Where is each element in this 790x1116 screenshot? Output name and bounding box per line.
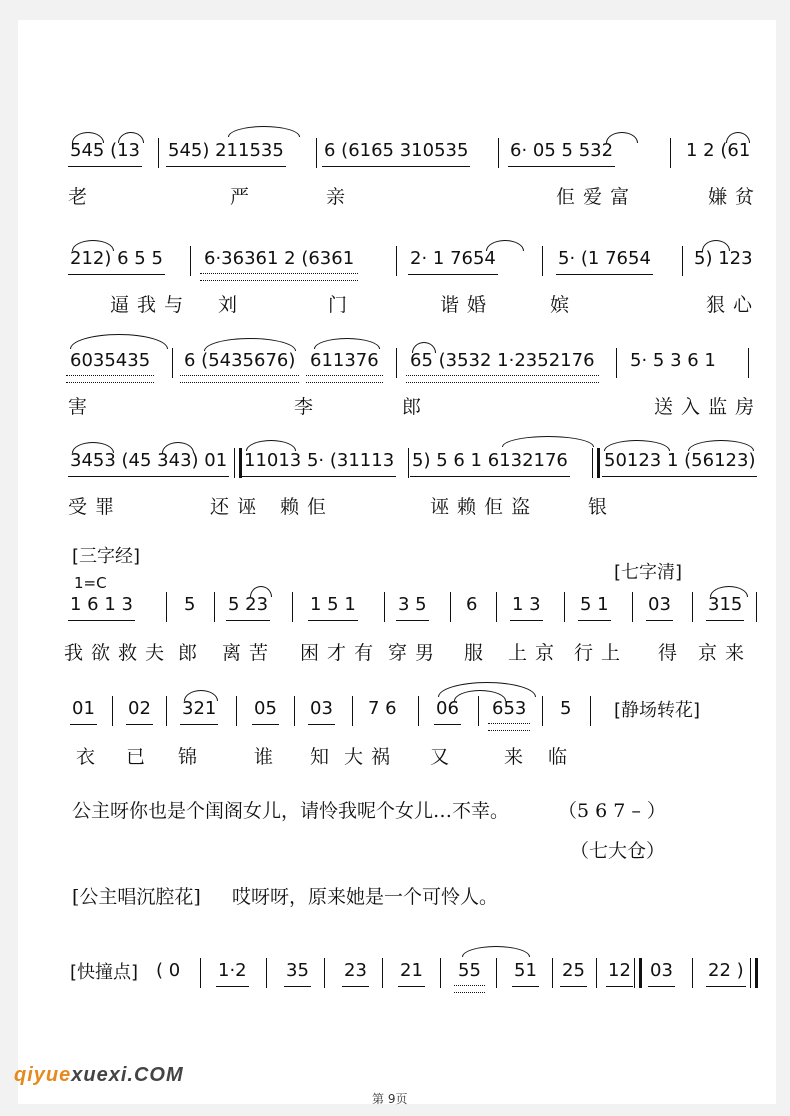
measure-7-8 [562,958,585,984]
spoken-line-2: 哎呀呀，原来她是一个可怜人。 [232,886,499,908]
barline [316,138,317,168]
measure-6-6 [368,696,397,722]
underline-beam [126,722,153,725]
measure-5-6 [466,592,477,618]
measure-7-10 [650,958,673,984]
underline-beam [68,618,135,621]
lyric: 嫌 贫 [708,186,756,208]
slur [412,342,436,353]
lyric: 行 上 [574,642,622,664]
section-label-qiziqing: [七字清] [614,562,683,583]
measure-6-9 [560,696,571,722]
note-group: 5· (1 7654 [558,248,651,269]
repeat-barline-end [750,958,758,988]
slur [72,442,114,453]
measure-5-7 [512,592,541,618]
slur [72,240,114,251]
lyric: 谁 [254,746,275,768]
measure-6-4 [254,696,277,722]
section-label-shenqiang: [公主唱沉腔花] [72,886,201,908]
underline-beam [308,722,335,725]
section-label-kuaizhuangdian: [快撞点] [70,962,139,983]
barline [112,696,113,726]
note-group: 65 (3532 1·2352176 [410,350,595,371]
lyric: 衣 [76,746,97,768]
lyric: 受 罪 [68,496,116,518]
barline [756,592,757,622]
underline-beam [396,618,429,621]
barline [352,696,353,726]
note-group: 12 [608,960,631,981]
barline [478,696,479,726]
score-line-5 [18,592,776,682]
lyric: 严 [230,186,251,208]
note-group: 1 6 1 3 [70,594,133,615]
underline-beam [434,722,461,725]
score-line-6 [18,696,776,786]
note-group: 51 [514,960,537,981]
underline-beam [66,375,154,383]
lyric: 赖 佢 [280,496,328,518]
barline [440,958,441,988]
measure-3-2 [184,348,295,374]
slur [606,132,638,143]
lyric: 得 [658,642,679,664]
barline [324,958,325,988]
lyric: 又 [430,746,451,768]
measure-5-4 [310,592,356,618]
measure-5-1 [70,592,133,618]
lyric: 郎 [402,396,423,418]
score-line-7 [18,958,776,1048]
underline-beam [68,272,165,275]
barline [214,592,215,622]
double-barline [234,448,242,478]
spoken-line-1-notes: （5 6 7 – ） [558,800,666,822]
measure-3-3 [310,348,379,374]
underline-beam [68,164,142,167]
lyric: 困 才 有 [300,642,375,664]
underline-beam [226,618,270,621]
underline-beam [242,474,396,477]
barline [748,348,749,378]
barline [552,958,553,988]
measure-5-9 [648,592,671,618]
slur [702,240,730,251]
lyric: 刘 [218,294,239,316]
underline-beam [68,474,229,477]
underline-beam [406,375,599,383]
note-group: 5· 5 3 6 1 [630,350,716,371]
measure-5-5 [398,592,427,618]
underline-beam [410,474,570,477]
note-group: 22 ) [708,960,744,981]
note-group: 11013 5· (31113 [244,450,395,471]
slur [162,442,194,453]
lyric: 知 [310,746,331,768]
barline [496,592,497,622]
underline-beam [306,375,383,383]
measure-5-8 [580,592,609,618]
section-label-jingchang: [静场转花] [614,700,701,721]
barline [450,592,451,622]
underline-beam [560,984,587,987]
note-group: 05 [254,698,277,719]
score-page [18,20,776,1104]
note-group: 545) 211535 [168,140,284,161]
barline [396,348,397,378]
lyric: 上 京 [508,642,556,664]
barline [396,246,397,276]
barline [158,138,159,168]
key-signature: 1=C [74,574,107,592]
note-group: 212) 6 5 5 [70,248,163,269]
underline-beam [216,984,249,987]
underline-beam [602,474,757,477]
slur [462,946,530,957]
measure-1-4 [510,138,613,164]
underline-beam [70,722,97,725]
slur [184,690,218,701]
barline [670,138,671,168]
note-group: 7 6 [368,698,397,719]
underline-beam [646,618,673,621]
note-group: 06 [436,698,459,719]
underline-beam [648,984,675,987]
barline [190,246,191,276]
lyric: 银 [588,496,609,518]
note-group: 3453 (45 343) 01 [70,450,228,471]
barline [590,696,591,726]
lyric: 大 祸 [344,746,392,768]
measure-6-1 [72,696,95,722]
score-line-3 [18,348,776,438]
measure-7-6 [458,958,481,984]
lyric: 嫔 [550,294,571,316]
lyric: 送 入 监 房 [654,396,756,418]
spoken-line-1: 公主呀你也是个闺阁女儿，请怜我呢个女儿…不幸。 [72,800,510,822]
note-group: 5 23 [228,594,269,615]
note-group: 5 [184,594,196,615]
score-line-4 [18,448,776,538]
lyric: 逼 我 与 [110,294,185,316]
measure-6-5 [310,696,333,722]
slur [204,338,296,351]
watermark-part-a: qiyue [14,1064,72,1086]
lyric: 我 欲 救 夫 [64,642,166,664]
underline-beam [706,618,744,621]
measure-4-3 [412,448,568,474]
underline-beam [556,272,653,275]
note-group: 35 [286,960,309,981]
note-group: 01 [72,698,95,719]
measure-1-2 [168,138,284,164]
barline [292,592,293,622]
percussion-cue: （七大仓） [570,840,666,862]
underline-beam [180,375,299,383]
measure-7-1 [156,958,180,984]
slur [726,132,750,143]
note-group: ( 0 [156,960,181,981]
note-group: 1 2 (61 [686,140,751,161]
underline-beam [200,273,358,281]
note-group: 5) 5 6 1 6132176 [412,450,568,471]
lyric: 郎 [178,642,199,664]
note-group: 21 [400,960,423,981]
note-group: 55 [458,960,481,981]
underline-beam [510,618,543,621]
lyric: 穿 男 [388,642,436,664]
lyric: 门 [328,294,349,316]
note-group: 03 [650,960,673,981]
lyric: 狠 心 [706,294,754,316]
lyric: 来 [504,746,525,768]
note-group: 02 [128,698,151,719]
note-group: 3 5 [398,594,427,615]
barline [632,592,633,622]
note-group: 545 (13 [70,140,141,161]
note-group: 1 3 [512,594,541,615]
underline-beam [508,164,615,167]
measure-3-4 [410,348,595,374]
measure-6-8 [492,696,526,722]
barline [384,592,385,622]
slur [228,126,300,137]
underline-beam [252,722,279,725]
underline-beam [454,985,485,993]
underline-beam [180,722,218,725]
lyric: 已 [126,746,147,768]
barline [496,958,497,988]
barline [166,592,167,622]
measure-5-2 [184,592,195,618]
barline [564,592,565,622]
slur [486,240,524,251]
barline [236,696,237,726]
note-group: 25 [562,960,585,981]
note-group: 611376 [310,350,379,371]
watermark-part-b: xuexi.COM [71,1064,184,1086]
slur [246,440,296,451]
measure-2-3 [410,246,496,272]
section-label-sanzijing: [三字经] [72,546,141,567]
underline-beam [408,272,498,275]
lyric: 佢 爱 富 [556,186,631,208]
barline [166,696,167,726]
note-group: 23 [344,960,367,981]
note-group: 50123 1 (56123) [604,450,756,471]
note-group: 5) 123 [694,248,753,269]
note-group: 6035435 [70,350,151,371]
measure-3-1 [70,348,150,374]
measure-7-5 [400,958,423,984]
measure-7-2 [218,958,247,984]
barline [692,958,693,988]
note-group: 1·2 [218,960,247,981]
underline-beam [166,164,286,167]
slur [250,586,272,597]
slur [118,132,144,143]
barline [596,958,597,988]
note-group: 03 [648,594,671,615]
lyric: 离 苦 [222,642,270,664]
lyric: 老 [68,186,89,208]
lyric: 害 [68,396,89,418]
barline [682,246,683,276]
slur [710,586,748,597]
measure-7-11 [708,958,744,984]
underline-beam [322,164,470,167]
site-watermark [14,1064,184,1087]
lyric: 谐 婚 [440,294,488,316]
barline [542,696,543,726]
underline-beam [308,618,358,621]
lyric: 李 [294,396,315,418]
measure-2-4 [558,246,651,272]
note-group: 6·36361 2 (6361 [204,248,355,269]
underline-beam [606,984,633,987]
note-group: 5 [560,698,572,719]
underline-beam [706,984,746,987]
slur [72,132,104,143]
underline-beam [488,723,530,731]
lyric: 临 [548,746,569,768]
underline-beam [284,984,311,987]
underline-beam [342,984,369,987]
barline [692,592,693,622]
barline [382,958,383,988]
measure-1-3 [324,138,468,164]
score-line-2 [18,246,776,336]
lyric: 亲 [326,186,347,208]
underline-beam [578,618,611,621]
lyric: 服 [464,642,485,664]
underline-beam [398,984,425,987]
note-group: 6 (6165 310535 [324,140,469,161]
note-group: 653 [492,698,527,719]
measure-2-2 [204,246,354,272]
double-barline [592,448,600,478]
measure-4-2 [244,448,394,474]
barline [542,246,543,276]
slur [604,440,670,451]
measure-4-4 [604,448,755,474]
barline [266,958,267,988]
note-group: 6· 05 5 532 [510,140,614,161]
page-number: 第 9页 [372,1092,408,1106]
barline [294,696,295,726]
barline [418,696,419,726]
barline [200,958,201,988]
note-group: 315 [708,594,743,615]
slur [688,440,754,451]
lyric: 还 诬 [210,496,258,518]
underline-beam [512,984,539,987]
note-group: 5 1 [580,594,609,615]
barline [172,348,173,378]
measure-3-5 [630,348,716,374]
note-group: 1 5 1 [310,594,356,615]
lyric: 锦 [178,746,199,768]
measure-7-9 [608,958,631,984]
note-group: 6 [466,594,478,615]
lyric: 诬 赖 佢 盗 [430,496,532,518]
slur [314,338,380,349]
note-group: 03 [310,698,333,719]
barline [616,348,617,378]
lyric: 京 来 [698,642,746,664]
barline [498,138,499,168]
repeat-barline [634,958,642,988]
measure-6-2 [128,696,151,722]
note-group: 6 (5435676) [184,350,296,371]
note-group: 321 [182,698,217,719]
measure-7-7 [514,958,537,984]
measure-7-3 [286,958,309,984]
score-line-1 [18,138,776,228]
slur [70,334,168,349]
measure-7-4 [344,958,367,984]
note-group: 2· 1 7654 [410,248,496,269]
